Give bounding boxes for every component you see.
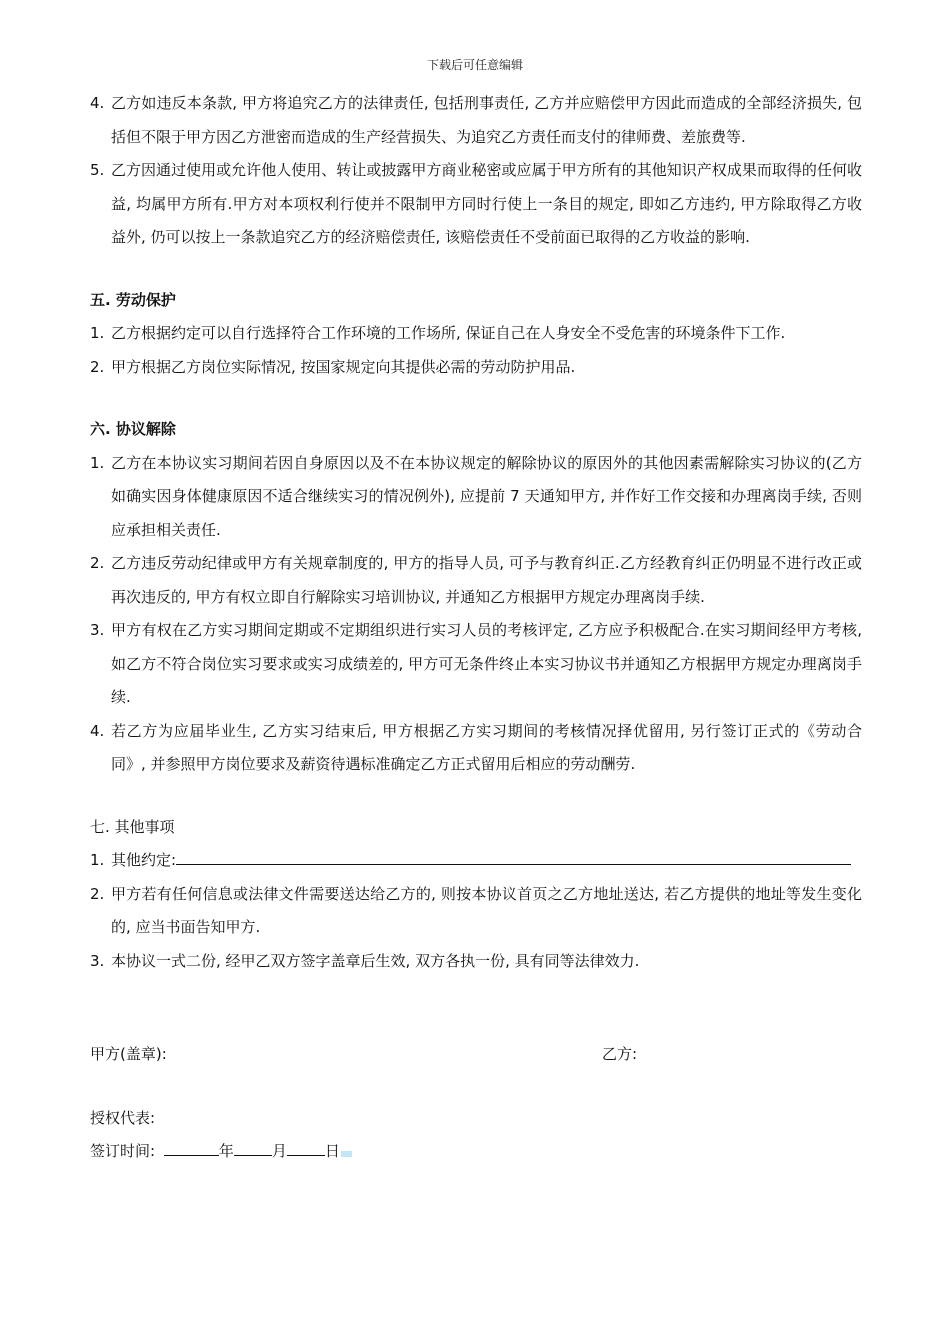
representative-line	[90, 1102, 950, 1136]
clause-number: 1.	[90, 324, 105, 342]
other-terms-blank[interactable]	[176, 848, 851, 865]
clause-number: 4.	[90, 94, 105, 112]
party-b-signature-label: 乙方:	[602, 1045, 638, 1063]
month-blank[interactable]	[234, 1139, 272, 1156]
party-a-signature-label: 甲方(盖章):	[90, 1045, 167, 1063]
clause-text: 甲方若有任何信息或法律文件需要送达给乙方的, 则按本协议首页之乙方地址送达, 若乙方提供的地址等发生变化的, 应当书面告知甲方.	[111, 884, 862, 936]
section-7-heading: 七. 其他事项	[90, 817, 175, 836]
day-blank[interactable]	[287, 1139, 325, 1156]
clause-4-5	[90, 154, 862, 255]
document-body	[0, 87, 950, 1169]
clause-6-2	[90, 547, 862, 614]
clause-5-1	[90, 317, 862, 351]
clause-text: 甲方根据乙方岗位实际情况, 按国家规定向其提供必需的劳动防护用品.	[111, 357, 576, 376]
clause-number: 3.	[90, 951, 105, 970]
year-label: 年	[218, 1142, 234, 1160]
clause-6-4	[90, 715, 862, 782]
clause-number: 2.	[90, 884, 105, 903]
clause-7-1	[90, 844, 862, 878]
signature-row	[90, 1038, 950, 1072]
page-header: 下载后可任意编辑	[426, 58, 523, 72]
clause-number: 1.	[90, 453, 105, 472]
clause-text: 乙方因通过使用或允许他人使用、转让或披露甲方商业秘密或应属于甲方所有的其他知识产权成果而取得的任何收益, 均属甲方所有.甲方对本项权利行使并不限制甲方同时行使上一条目的规定, 即如乙方违约, 甲方除取得乙方收益外, 仍可以按上一条款追究乙方的经济赔偿责任, 该赔偿责任不受前面已取得的乙方收益的影响.	[111, 161, 862, 246]
clause-text: 乙方违反劳动纪律或甲方有关规章制度的, 甲方的指导人员, 可予与教育纠正.乙方经教育纠正仍明显不进行改正或再次违反的, 甲方有权立即自行解除实习培训协议, 并通知乙方根据甲方规定办理离岗手续.	[111, 554, 862, 606]
cursor-marker	[341, 1151, 352, 1157]
clause-number: 5.	[90, 161, 105, 179]
clause-number: 3.	[90, 621, 105, 639]
clause-number: 1.	[90, 851, 105, 869]
section-6-heading: 六. 协议解除	[90, 420, 176, 438]
year-blank[interactable]	[164, 1139, 219, 1156]
clause-text: 乙方如违反本条款, 甲方将追究乙方的法律责任, 包括刑事责任, 乙方并应赔偿甲方因此而造成的全部经济损失, 包括但不限于甲方因乙方泄密而造成的生产经营损失、为追究乙方责任而支付的律师费、差旅费等.	[111, 94, 862, 146]
clause-text: 若乙方为应届毕业生, 乙方实习结束后, 甲方根据乙方实习期间的考核情况择优留用, 另行签订正式的《劳动合同》, 并参照甲方岗位要求及薪资待遇标准确定乙方正式留用后相应的劳动酬劳.	[111, 721, 862, 773]
representative-label: 授权代表:	[90, 1108, 156, 1127]
clause-7-2	[90, 878, 862, 945]
month-label: 月	[271, 1142, 287, 1160]
section-5-heading: 五. 劳动保护	[90, 290, 176, 309]
clause-number: 2.	[90, 357, 105, 376]
clause-number: 4.	[90, 721, 105, 740]
clause-text: 甲方有权在乙方实习期间定期或不定期组织进行实习人员的考核评定, 乙方应予积极配合.在实习期间经甲方考核, 如乙方不符合岗位实习要求或实习成绩差的, 甲方可无条件终止本实习协议书并通知乙方根据甲方规定办理离岗手续.	[111, 621, 862, 706]
clause-text: 乙方在本协议实习期间若因自身原因以及不在本协议规定的解除协议的原因外的其他因素需解除实习协议的(乙方如确实因身体健康原因不适合继续实习的情况例外), 应提前 7 天通知甲方, 并作好工作交接和办理离岗手续, 否则应承担相关责任.	[111, 453, 862, 539]
clause-text: 乙方根据约定可以自行选择符合工作环境的工作场所, 保证自己在人身安全不受危害的环境条件下工作.	[111, 324, 786, 342]
clause-7-3	[90, 945, 862, 979]
day-label: 日	[324, 1142, 340, 1160]
signing-date-line	[90, 1135, 950, 1169]
clause-6-3	[90, 614, 862, 715]
other-terms-label: 其他约定:	[111, 851, 177, 869]
signing-date-label: 签订时间:	[90, 1142, 156, 1160]
clause-number: 2.	[90, 554, 105, 572]
clause-5-2	[90, 351, 862, 385]
clause-text: 本协议一式二份, 经甲乙双方签字盖章后生效, 双方各执一份, 具有同等法律效力.	[111, 951, 640, 970]
clause-6-1	[90, 447, 862, 548]
clause-4-4	[90, 87, 862, 154]
